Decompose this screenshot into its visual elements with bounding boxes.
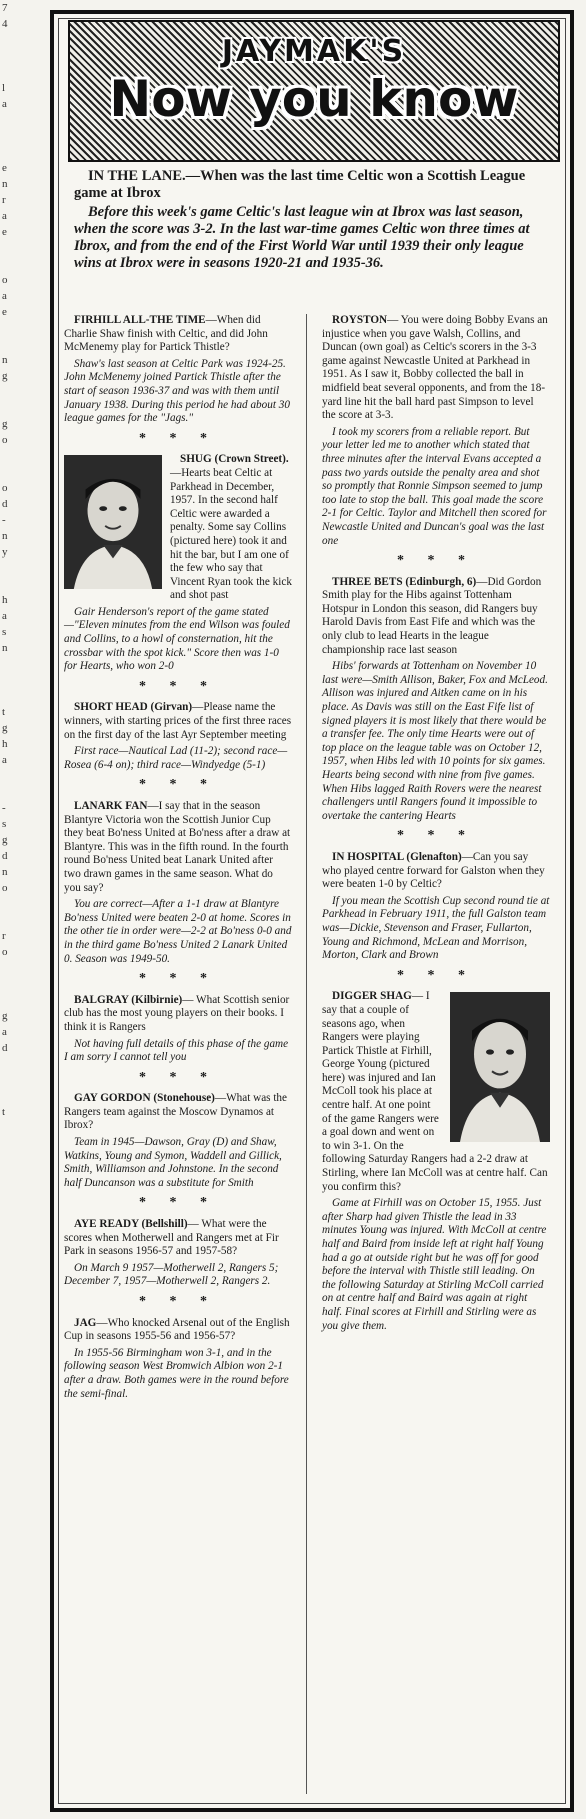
edge-letter [2,912,16,928]
edge-letter [2,672,16,688]
reader-question [64,994,292,1035]
edge-letter: y [2,546,8,558]
edge-letter [2,400,16,416]
letter-item [322,990,550,1333]
reader-question [64,314,292,355]
letter-item [64,1092,292,1190]
edge-letter [2,992,16,1008]
edge-letter: l [2,82,6,94]
edge-letter: e [2,162,7,174]
question-text: — What Scottish senior club has the most young players on their books. I think it is Rangers [64,993,290,1033]
edge-letter: t [2,1106,6,1118]
edge-letter: s [2,818,7,830]
edge-letter: a [2,290,7,302]
section-stars: * * * [139,1294,217,1309]
column-divider [306,314,307,1794]
edge-letter: d [2,1042,8,1054]
reader-pen-name: IN HOSPITAL (Glenafton) [332,850,462,863]
edge-letter: a [2,1026,7,1038]
question-text: —Did Gordon Smith play for the Hibs against Tottenham Hotspur in London this season, did Rangers buy Harold Davis from East Fife and which was the only club to lead Hearts in the league championship race last season [322,575,542,656]
left-column [64,314,292,1405]
reader-question [322,314,550,423]
answer-text: I took my scorers from a reliable report. But your letter led me to another which stated that three minutes after the interval Evans accepted a pass two yards outside the penalty area and shot so promptly that Ronnie Simpson seemed to jump too late to stop the ball. This goal made the score 2-1 for Celtic. Taylor and Mitchell then scored for Newcastle United and Duncan's goal was the last one [322,425,547,547]
reader-question [64,1092,292,1133]
lead-answer: Before this week's game Celtic's last league win at Ibrox was last season, when the score was 3-2. In the last war-time games Celtic won three times at Ibrox, and from the end of the First World War until 1939 their only league wins at Ibrox were in seasons 1920-21 and 1935-36. [74,204,530,271]
masthead-small-title: JAYMAK'S [221,34,407,69]
edge-letter: a [2,610,7,622]
player-photo [450,992,550,1142]
reader-question [64,1218,292,1259]
edge-letter [2,32,16,48]
answer-text: Shaw's last season at Celtic Park was 1924-25. John McMenemy joined Partick Thistle after the start of season 1936-37 and was with them until January 1938. During this period he had about 30 league games for the "Jags." [64,357,290,425]
right-column [322,314,550,1337]
edge-letter: n [2,866,8,878]
edge-letter [2,976,16,992]
section-stars: * * * [139,430,217,446]
edge-letter: 7 [2,2,8,14]
answer-text: Hibs' forwards at Tottenham on November 10 last were—Smith Allison, Baker, Fox and McLeod. Allison was injured and Aitken came on in his place. As Davis was still on the East Fife list of signed players it is most likely that there would be a transfer fee. The only time Hearts were out of top place on the league table was on October 12, 1957, when Hibs led with 10 points for six games. Hearts being second with nine from five games. When Hibs lagged Raith Rovers were the nearest challengers until Rangers found it impossible to overtake the cantering Hearts [322,660,548,822]
edge-letter: r [2,930,6,942]
letter-item [322,314,550,548]
lead-question-text: —When was the last time Celtic won a Scottish League game at Ibrox [74,168,526,201]
question-text: —Hearts beat Celtic at Parkhead in December, 1957. In the second half Celtic were awarded a penalty. Some say Collins (pictured here) took it and hit the bar, but I am one of the few who say that Vincent Ryan took the kick and shot past [170,466,292,602]
section-stars: * * * [139,678,217,694]
section-stars: * * * [397,828,475,844]
edge-letter: g [2,418,8,430]
letter-item [64,800,292,966]
reader-question [64,701,292,742]
lead-question [74,168,550,202]
edge-letter: d [2,850,8,862]
edge-letter: g [2,834,8,846]
masthead [68,20,560,162]
edge-letter: e [2,306,7,318]
edge-letter: g [2,370,8,382]
answer-text: Game at Firhill was on October 15, 1955. Just after Sharp had given Thistle the lead in 33 minutes Young was injured. With McColl at centre half and Baird from inside left at right half Young had a go at outside right but he was off for good before the interval with Thistle still leading. On the following Saturday at Stirling McColl carried on at centre half and Baird was again at right half. Final scores at Firhill and Stirling were as you give them. [322,1197,547,1332]
answer-text: Not having full details of this phase of the game I am sorry I cannot tell you [64,1037,289,1064]
edge-letter: - [2,514,6,526]
letter-item [64,314,292,426]
reader-pen-name: SHORT HEAD (Girvan) [74,701,193,714]
reader-question [64,800,292,895]
question-text: —Can you say who played centre forward for Galston when they were beaten 1-0 by Celtic? [322,850,545,891]
edge-letter [2,336,16,352]
reader-pen-name: SHUG (Crown Street). [180,453,289,466]
edge-letter [2,784,16,800]
edge-letter [2,256,16,272]
edge-letter: - [2,802,6,814]
masthead-logo [88,30,540,152]
letter-item [322,851,550,963]
edge-letter: n [2,178,8,190]
edge-letter [2,64,16,80]
reader-pen-name: JAG [74,1316,97,1329]
lead-item [74,168,550,274]
edge-letter: o [2,434,8,446]
article-frame [50,10,574,1812]
edge-letter: a [2,98,7,110]
edge-letter: s [2,626,7,638]
reader-question [322,851,550,892]
edge-letter [2,48,16,64]
answer-text: On March 9 1957—Motherwell 2, Rangers 5; December 7, 1957—Motherwell 2, Rangers 2. [64,1261,279,1288]
reader-pen-name: DIGGER SHAG [332,990,412,1003]
reader-pen-name: AYE READY (Bellshill) [74,1218,188,1231]
reader-pen-name: GAY GORDON (Stonehouse) [74,1092,215,1105]
letter-item [322,576,550,824]
player-photo [64,455,162,589]
edge-letter [2,240,16,256]
letter-item [64,701,292,772]
edge-letter: n [2,354,8,366]
question-text: —Who knocked Arsenal out of the English Cup in seasons 1955-56 and 1956-57? [64,1316,290,1343]
edge-letter [2,656,16,672]
edge-letter: a [2,210,7,222]
edge-letter [2,112,16,128]
question-text: —I say that in the season Blantyre Victoria won the Scottish Junior Cup they beat Bo'ness United at Bo'ness after a draw at Blantyre. This was in the fifth round. In the fourth round Bo'ness United beat Lanark United after two drawn games in the same season. What do you say? [64,800,291,894]
edge-letter: t [2,706,6,718]
edge-letter: h [2,594,8,606]
edge-letter: n [2,642,8,654]
section-stars: * * * [139,971,217,987]
edge-letter: o [2,482,8,494]
answer-text: In 1955-56 Birmingham won 3-1, and in the following season West Bromwich Albion won 2-1 after a draw. Both games were in the round before the semi-final. [64,1346,289,1400]
reader-pen-name: FIRHILL ALL-THE TIME [74,314,206,326]
question-text: — You were doing Bobby Evans an injustice when you gave Walsh, Collins, and Duncan (own goal) as Celtic's scorers in the 3-3 game against Newcastle United at Parkhead in 1951. As I saw it, Bobby collected the ball in midfield beat several opponents, and from the 18-yard line hit the ball hard past Simpson to level the score at 3-3. [322,314,548,422]
answer-text: First race—Nautical Lad (11-2); second race—Rosea (6-4 on); third race—Windyedge (5-1) [64,745,288,771]
section-stars: * * * [139,777,217,793]
edge-letter: d [2,498,8,510]
section-stars: * * * [139,1069,217,1085]
edge-letter [2,128,16,144]
question-text: —Please name the winners, with starting prices of the first three races on the first day of the last Ayr September meeting [64,701,292,741]
edge-letter [2,896,16,912]
edge-letter: a [2,754,7,766]
edge-letter [2,768,16,784]
reader-pen-name: ROYSTON [332,314,388,326]
answer-text: Gair Henderson's report of the game stated—"Eleven minutes from the end Wilson was fouled and Collins, to a howl of consternation, hit the crossbar with the spot kick." Score then was 1-0 for Hearts, who won 2-0 [64,605,290,673]
letter-item [64,453,292,674]
section-stars: * * * [139,1195,217,1211]
masthead-big-title: Now you know [109,70,519,128]
section-stars: * * * [397,553,475,569]
section-stars: * * * [397,967,475,983]
edge-letter: e [2,226,7,238]
question-text: —When did Charlie Shaw finish with Celtic, and did John McMenemy play for Partick Thistle? [64,314,268,354]
edge-letter [2,576,16,592]
reader-pen-name: BALGRAY (Kilbirnie) [74,993,183,1006]
edge-letter [2,384,16,400]
edge-letter [2,464,16,480]
edge-letter [2,688,16,704]
edge-letter [2,560,16,576]
reader-question [322,576,550,658]
edge-letter [2,1056,16,1072]
question-text: —What was the Rangers team against the Moscow Dynamos at Ibrox? [64,1092,287,1132]
answer-text: You are correct—After a 1-1 draw at Blantyre Bo'ness United were beaten 2-0 at home. Scores in the other tie in order were—2-2 at Bo'ness 0-0 and in the third game Bo'ness United 2 Lanark United 0. Season was 1949-50. [64,898,292,965]
edge-letter: g [2,722,8,734]
edge-letter: o [2,946,8,958]
letter-item [64,1218,292,1289]
edge-letter: g [2,1010,8,1022]
adjacent-column-fragment [2,0,16,1819]
edge-letter: o [2,274,8,286]
edge-letter [2,960,16,976]
edge-letter [2,1072,16,1088]
reader-pen-name: LANARK FAN [74,800,148,812]
edge-letter [2,320,16,336]
letter-item [64,1317,292,1402]
question-text: — I say that a couple of seasons ago, when Rangers were playing Partick Thistle at Firhill, George Young (pictured here) was injured and Ian McColl took his place at centre half. At one point of the game Rangers were a goal down and went on to win 3-1. On the following Saturday Rangers had a 2-2 draw at Stirling, where Ian McColl was at centre half. Can you confirm this? [322,990,548,1193]
edge-letter: o [2,882,8,894]
edge-letter: n [2,530,8,542]
answer-text: Team in 1945—Dawson, Gray (D) and Shaw, Watkins, Young and Symon, Waddell and Gillick, Smith, Williamson and Johnstone. In the second half Duncanson was a substitute for Smith [64,1136,282,1189]
question-text: — What were the scores when Motherwell and Rangers met at Fir Park in seasons 1956-57 and 1957-58? [64,1218,279,1258]
edge-letter: 4 [2,18,8,30]
edge-letter [2,144,16,160]
edge-letter: h [2,738,8,750]
edge-letter: r [2,194,6,206]
letter-item [64,994,292,1065]
edge-letter [2,448,16,464]
reader-pen-name: THREE BETS (Edinburgh, 6) [332,575,477,588]
answer-text: If you mean the Scottish Cup second round tie at Parkhead in February 1911, the full Galston team was—Dickie, Stevenson and Fraser, Fullarton, Young and Richmond, McLean and Morrison, Morton, Clark and Brown [322,894,550,962]
reader-question [64,1317,292,1344]
edge-letter [2,1088,16,1104]
lead-question-name: IN THE LANE. [88,168,186,184]
